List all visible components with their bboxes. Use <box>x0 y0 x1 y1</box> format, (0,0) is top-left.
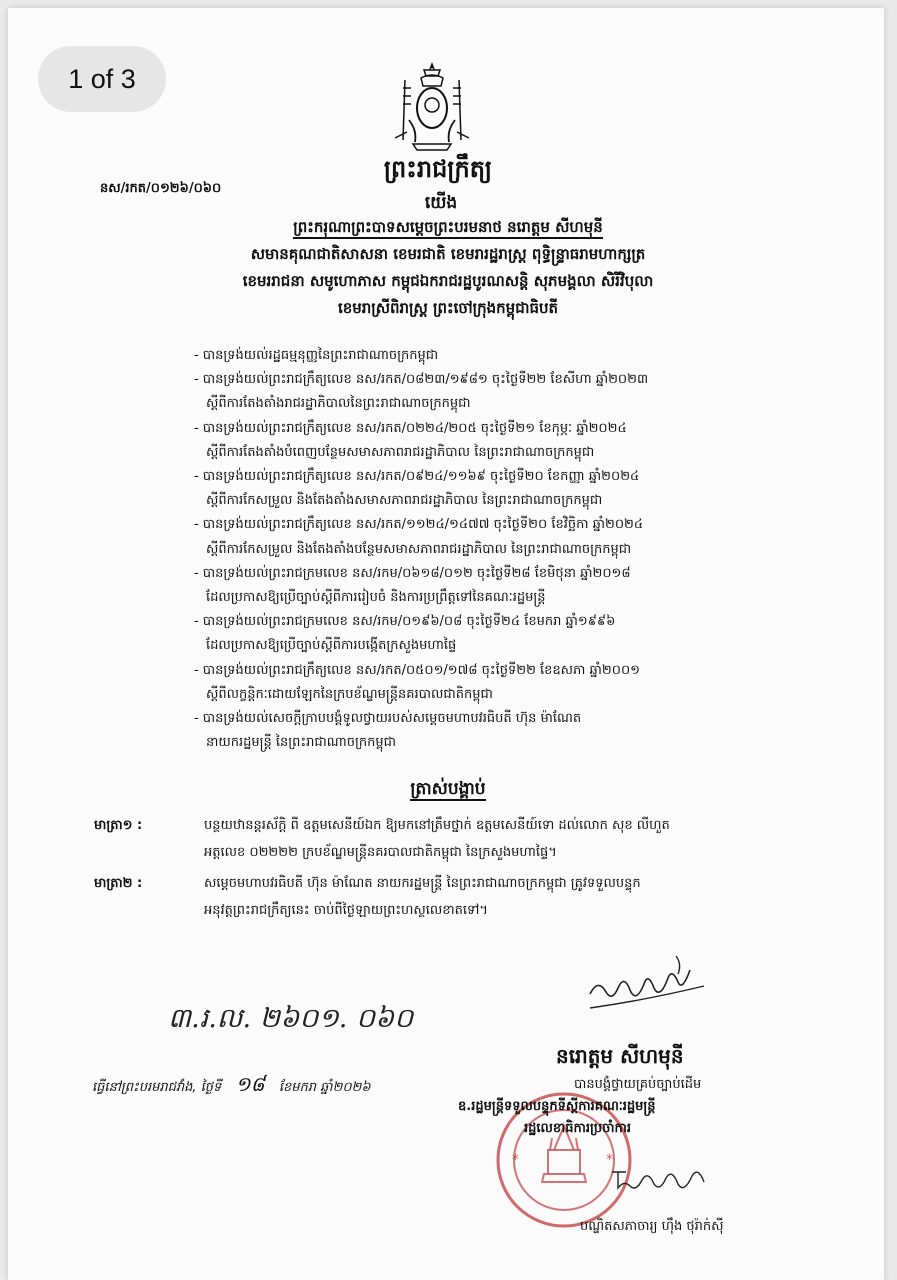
king-signature <box>586 948 706 1018</box>
reference-item: - បានទ្រង់យល់ព្រះរាជក្រឹត្យលេខ នស/រកត/០៨២៣/១៩៨១ ចុះថ្ងៃទី២២ ខែសីហា ឆ្នាំ២០២៣ ស្តីពីការតែងតាំងរាជរដ្ឋាភិបាលនៃព្រះរាជាណាចក្រកម្ពុជា <box>194 372 649 412</box>
decree-title: ព្រះរាជក្រឹត្យ <box>383 154 493 183</box>
date-line: ធ្វើនៅព្រះបរមរាជវាំង, ថ្ងៃទី ១៨ ខែមករា ឆ្នាំ២០២៦ <box>92 1072 371 1096</box>
handwritten-registration-number: ៣.រ.ល. ២៦០១. ០៦០ <box>168 1003 414 1034</box>
article-label: មាត្រា១ : <box>94 818 143 833</box>
reference-item: - បានទ្រង់យល់ព្រះរាជក្រឹត្យលេខ នស/រកត/១១២៤/១៤៧៧ ចុះថ្ងៃទី២០ ខែវិច្ឆិកា ឆ្នាំ២០២៤ ស្តីពីការកែសម្រួល និងតែងតាំងបន្ថែមសមាសភាពរាជរដ្ឋាភិបាល នៃព្រះរាជាណាចក្រកម្ពុជា <box>194 517 644 557</box>
handwritten-day: ១៨ <box>235 1072 265 1096</box>
svg-text:*: * <box>606 1152 613 1168</box>
reference-item: - បានទ្រង់យល់ព្រះរាជក្រមលេខ នស/រកម/០៦១៨/០១២ ចុះថ្ងៃទី២៨ ខែមិថុនា ឆ្នាំ២០១៨ ដែលប្រកាសឱ្យប្រើច្បាប់ស្តីពីការរៀបចំ និងការប្រព្រឹត្តទៅនៃគណៈរដ្ឋមន្ត្រី <box>194 565 631 606</box>
reference-item: - បានទ្រង់យល់ព្រះរាជក្រឹត្យលេខ នស/រកត/០២២៤/២០៥ ចុះថ្ងៃទី២១ ខែកុម្ភៈ ឆ្នាំ២០២៤ ស្តីពីការតែងតាំងបំពេញបន្ថែមសមាសភាពរាជរដ្ឋាភិបាល នៃព្រះរាជាណាចក្រកម្ពុជា <box>194 420 627 460</box>
royal-title-line: ខេមរាស្រីពិរាស្ត្រ ព្រះចៅក្រុងកម្ពុជាធិបតី <box>337 299 559 317</box>
royal-title-line: ខេមររាជនា សមូហោភាស កម្ពុជឯករាជរដ្ឋបូរណសន្តិ សុភមង្គលា សិរីវិបុលា <box>242 272 654 290</box>
signatory-block <box>458 1074 878 1140</box>
signatory-line: បានបង្គំថ្វាយគ្រប់ច្បាប់ដើម <box>574 1077 702 1092</box>
page-counter-badge <box>38 46 166 112</box>
article-body: បន្ថយឋានន្តរស័ក្តិ ពី ឧត្តមសេនីយ៍ឯក ឱ្យមកនៅត្រឹមថ្នាក់ ឧត្តមសេនីយ៍ទោ ដល់លោក សុខ លីហួត អត្តលេខ ០២២២២ ក្របខ័ណ្ឌមន្ត្រីនគរបាលជាតិកម្ពុជា នៃក្រសួងមហាផ្ទៃ។ <box>204 818 670 860</box>
decree-reference-number: នស/រកត/០១២៦/០៦០ <box>100 181 222 196</box>
we-heading: យើង <box>424 193 458 213</box>
document-page <box>8 8 884 1280</box>
reference-item: - បានទ្រង់យល់ព្រះរាជក្រមលេខ នស/រកម/០១៩៦/០៨ ចុះថ្ងៃទី២៤ ខែមករា ឆ្នាំ១៩៩៦ ដែលប្រកាសឱ្យប្រើច្បាប់ស្តីពីការបង្កើតក្រសួងមហាផ្ទៃ <box>194 614 616 654</box>
signer-name: បណ្ឌិតសភាចារ្យ ហ៊ឹង ថុរ៉ាក់ស៊ី <box>580 1219 724 1234</box>
article-1 <box>94 812 854 860</box>
svg-text:*: * <box>512 1152 519 1168</box>
royal-title-block <box>168 214 728 322</box>
signatory-line: រដ្ឋលេខាធិការប្រចាំការ <box>524 1121 632 1136</box>
reference-item: - បានទ្រង់យល់សេចក្តីក្រាបបង្គំទូលថ្វាយរបស់សម្តេចមហាបវរធិបតី ហ៊ុន ម៉ាណែត នាយករដ្ឋមន្ត្រី នៃព្រះរាជាណាចក្រកម្ពុជា <box>194 711 582 751</box>
legal-references-list <box>194 344 794 755</box>
king-name: នរោត្តម សីហមុនី <box>556 1044 684 1068</box>
royal-emblem-icon <box>391 60 473 152</box>
article-label: មាត្រា២ : <box>94 876 143 891</box>
royal-title-line: សមានគុណជាតិសាសនា ខេមរជាតិ ខេមរារដ្ឋរាស្ត្រ ពុទ្ធិន្ទ្រាធរាមហាក្សត្រ <box>250 245 646 263</box>
article-2 <box>94 870 854 918</box>
reference-item: - បានទ្រង់យល់ព្រះរាជក្រឹត្យលេខ នស/រកត/០៩២៤/១១៦៩ ចុះថ្ងៃទី២០ ខែកញ្ញា ឆ្នាំ២០២៤ ស្តីពីការកែសម្រួល និងតែងតាំងសមាសភាពរាជរដ្ឋាភិបាល នៃព្រះរាជាណាចក្រកម្ពុជា <box>194 469 640 509</box>
page-counter-text: 1 of 3 <box>68 63 136 94</box>
article-body: សម្តេចមហាបវរធិបតី ហ៊ុន ម៉ាណែត នាយករដ្ឋមន្ត្រី នៃព្រះរាជាណាចក្រកម្ពុជា ត្រូវទទួលបន្ទុក អនុវត្តព្រះរាជក្រឹត្យនេះ ចាប់ពីថ្ងៃឡាយព្រះហស្ថលេខាតទៅ។ <box>204 876 641 918</box>
decide-heading: ត្រាស់បង្គាប់ <box>410 779 486 799</box>
signatory-line: ឧ.រដ្ឋមន្ត្រីទទួលបន្ទុកទីស្តីការគណៈរដ្ឋមន្ត្រី <box>458 1099 656 1114</box>
reference-item: - បានទ្រង់យល់រដ្ឋធម្មនុញ្ញនៃព្រះរាជាណាចក្រកម្ពុជា <box>194 348 439 363</box>
reference-item: - បានទ្រង់យល់ព្រះរាជក្រឹត្យលេខ នស/រកត/០៥០១/១៧៨ ចុះថ្ងៃទី២២ ខែឧសភា ឆ្នាំ២០០១ ស្តីពីលក្ខន្តិកៈដោយឡែកនៃក្របខ័ណ្ឌមន្ត្រីនគរបាលជាតិកម្ពុជា <box>194 662 641 702</box>
secretary-signature <box>608 1158 718 1198</box>
royal-title-line: ព្រះករុណាព្រះបាទសម្តេចព្រះបរមនាថ នរោត្តម សីហមុនី <box>168 214 728 241</box>
